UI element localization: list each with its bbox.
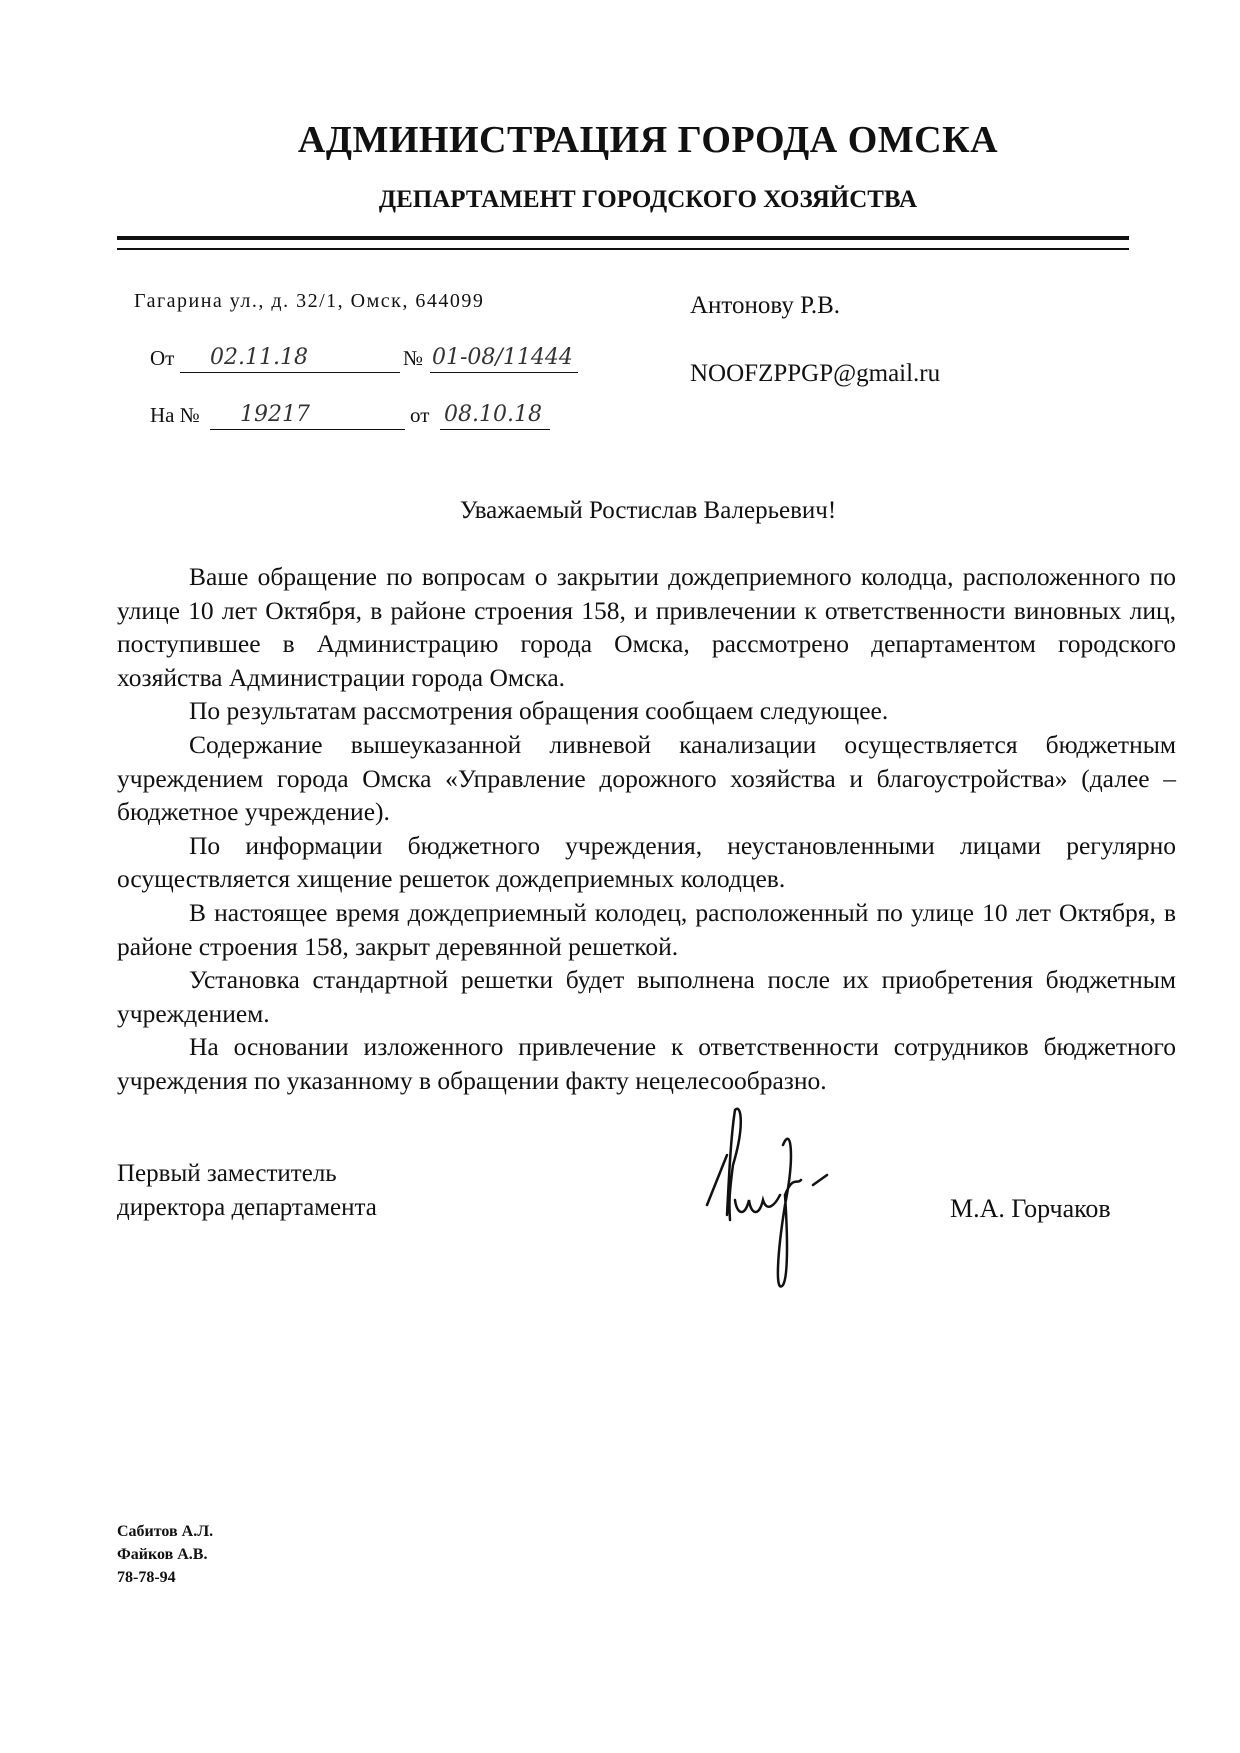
handwritten-signature (705, 1105, 835, 1300)
executor-2: Файков А.В. (117, 1546, 208, 1563)
executor-1: Сабитов А.Л. (117, 1523, 214, 1540)
outgoing-number: 01-08/11444 (432, 345, 573, 370)
paragraph: По информации бюджетного учреждения, неустановленными лицами регулярно осуществляется хищение решеток дождеприемных колодцев. (117, 830, 1176, 894)
header-rule-thin (117, 248, 1129, 250)
number-label: № (403, 346, 424, 370)
signer-position-line1: Первый заместитель (117, 1160, 337, 1187)
reply-number-line (210, 403, 405, 430)
paragraph: Ваше обращение по вопросам о закрытии дождеприемного колодца, расположенного по улице 10 лет Октября, в районе строения 158, и привлечении к ответственности виновных лиц, поступившее в Администрацию города Омска, рассмотрено департаментом городского хозяйства Администрации города Омска. (117, 562, 1176, 692)
paragraph: На основании изложенного привлечение к ответственности сотрудников бюджетного учреждения по указанному в обращении факту нецелесообразно. (117, 1032, 1176, 1095)
reply-date: 08.10.18 (444, 402, 542, 427)
signer-name: М.А. Горчаков (950, 1194, 1111, 1223)
reply-number: 19217 (240, 402, 310, 427)
reply-date-label: от (410, 403, 430, 427)
greeting: Уважаемый Ростислав Валерьевич! (459, 497, 837, 524)
from-field (150, 346, 174, 371)
signer-position-line2: директора департамента (117, 1194, 377, 1221)
reply-date-line (440, 403, 550, 430)
from-date-line (180, 346, 400, 373)
paragraph: Установка стандартной решетки будет выполнена после их приобретения бюджетным учреждением. (117, 965, 1176, 1028)
letter-body (117, 560, 1176, 1098)
reply-label: На № (150, 403, 200, 427)
sender-address: Гагарина ул., д. 32/1, Омск, 644099 (134, 290, 485, 312)
from-date: 02.11.18 (210, 345, 308, 370)
number-line (430, 346, 578, 373)
department-title: ДЕПАРТАМЕНТ ГОРОДСКОГО ХОЗЯЙСТВА (378, 186, 918, 213)
from-label: От (150, 346, 175, 370)
paragraph: По результатам рассмотрения обращения сообщаем следующее. (189, 696, 889, 726)
header-rule-thick (117, 236, 1129, 240)
recipient-email: NOOFZPPGP@gmail.ru (690, 360, 941, 387)
paragraph: В настоящее время дождеприемный колодец, расположенный по улице 10 лет Октября, в районе строения 158, закрыт деревянной решеткой. (117, 897, 1176, 961)
executor-phone: 78-78-94 (117, 1569, 176, 1586)
paragraph: Содержание вышеуказанной ливневой канализации осуществляется бюджетным учреждением города Омска «Управление дорожного хозяйства и благоустройства» (далее – бюджетное учреждение). (117, 729, 1176, 827)
organization-title: АДМИНИСТРАЦИЯ ГОРОДА ОМСКА (297, 119, 999, 161)
recipient-name: Антонову Р.В. (690, 292, 841, 319)
executor-info (117, 1520, 213, 1589)
